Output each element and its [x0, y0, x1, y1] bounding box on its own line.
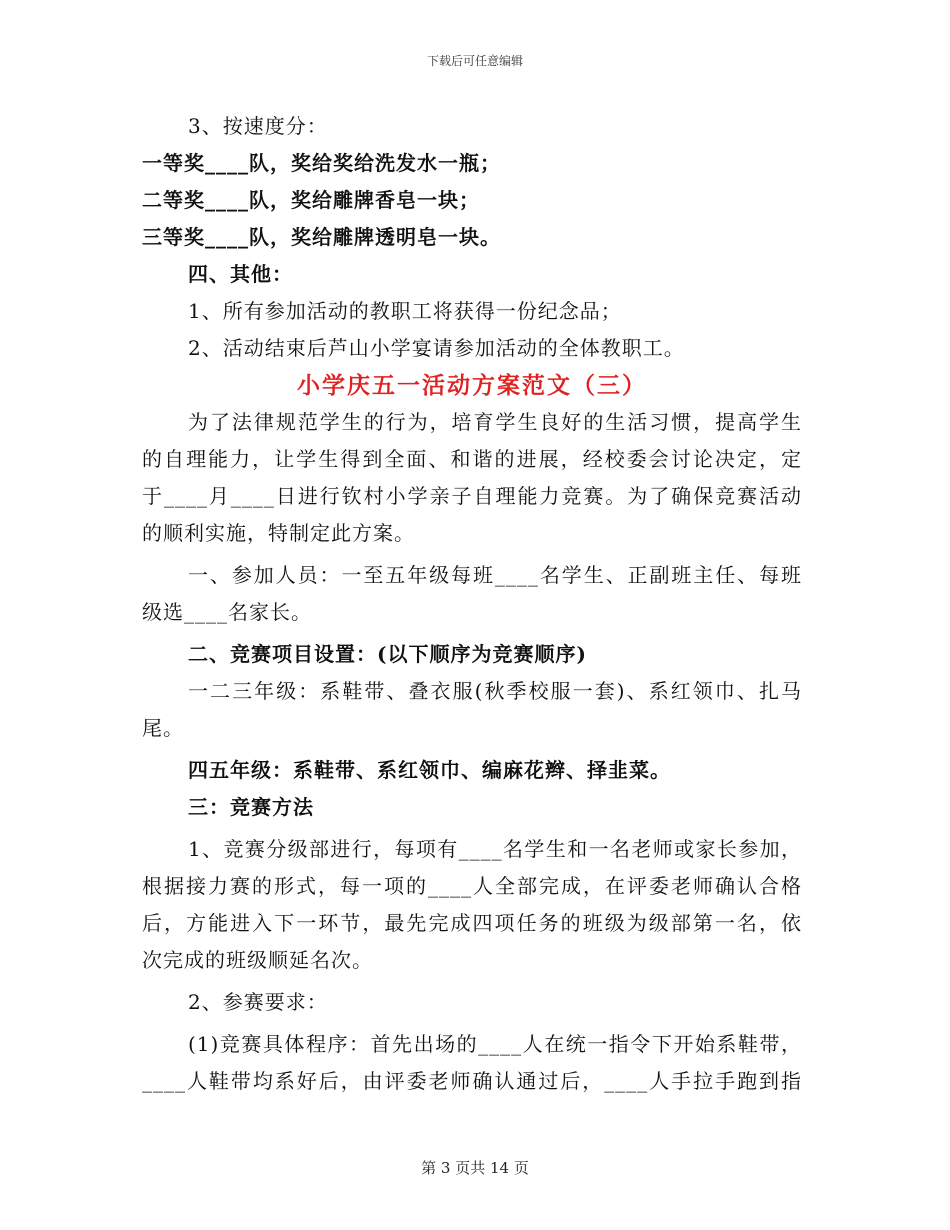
document-title: 小学庆五一活动方案范文（三） — [297, 372, 647, 399]
text-line: (1)竞赛具体程序：首先出场的____人在统一指令下开始系鞋带， — [188, 1032, 802, 1056]
text-line: 根据接力赛的形式，每一项的____人全部完成，在评委老师确认合格 — [142, 874, 802, 898]
text-line: 为了法律规范学生的行为，培育学生良好的生活习惯，提高学生 — [188, 410, 802, 434]
text-line: 的自理能力，让学生得到全面、和谐的进展，经校委会讨论决定，定 — [142, 447, 802, 471]
document-body — [142, 108, 802, 1100]
text-line: 尾。 — [142, 716, 184, 740]
text-line: 二等奖____队，奖给雕牌香皂一块； — [142, 188, 480, 212]
text-line: 3、按速度分： — [188, 114, 328, 138]
text-line: 四五年级：系鞋带、系红领巾、编麻花辫、择韭菜。 — [188, 758, 671, 782]
text-line: 1、所有参加活动的教职工将获得一份纪念品； — [188, 299, 622, 323]
text-line: 级选____名家长。 — [142, 600, 312, 624]
text-line: 一等奖____队，奖给奖给洗发水一瓶； — [142, 151, 501, 175]
text-line: 1、竞赛分级部进行，每项有____名学生和一名老师或家长参加， — [188, 837, 802, 861]
section-heading: 二、竞赛项目设置：(以下顺序为竞赛顺序) — [188, 642, 587, 666]
text-line: 后，方能进入下一环节，最先完成四项任务的班级为级部第一名，依 — [142, 911, 802, 935]
page-footer: 第 3 页共 14 页 — [421, 1159, 529, 1177]
text-line: ____人鞋带均系好后，由评委老师确认通过后，____人手拉手跑到指 — [142, 1069, 802, 1093]
text-line: 于____月____日进行钦村小学亲子自理能力竞赛。为了确保竞赛活动 — [142, 484, 802, 508]
text-line: 的顺利实施，特制定此方案。 — [142, 521, 415, 545]
text-line: 2、活动结束后芦山小学宴请参加活动的全体教职工。 — [188, 336, 685, 360]
text-line: 一、参加人员：一至五年级每班____名学生、正副班主任、每班 — [188, 563, 802, 587]
page-header: 下载后可任意编辑 — [426, 54, 523, 68]
text-line: 次完成的班级顺延名次。 — [142, 948, 373, 972]
text-line: 2、参赛要求： — [188, 990, 328, 1014]
text-line: 三等奖____队，奖给雕牌透明皂一块。 — [142, 225, 501, 249]
section-heading: 四、其他： — [188, 262, 293, 286]
text-line: 一二三年级：系鞋带、叠衣服(秋季校服一套)、系红领巾、扎马 — [188, 679, 802, 703]
section-heading: 三：竞赛方法 — [188, 795, 314, 819]
